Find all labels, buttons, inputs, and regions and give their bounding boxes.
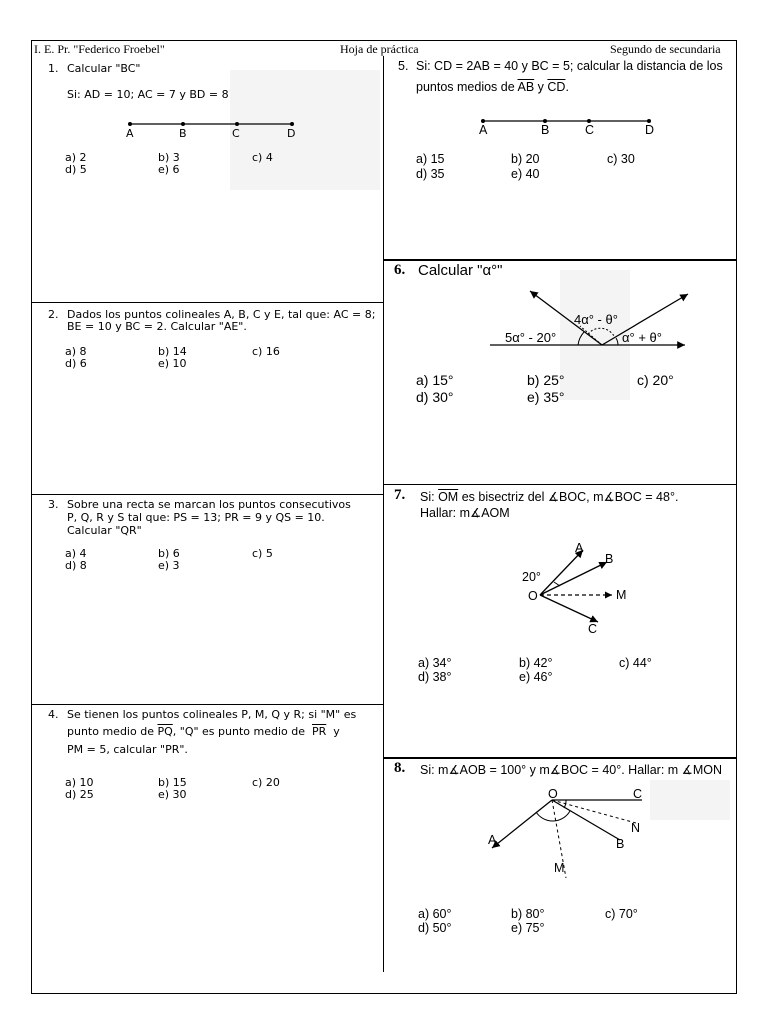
p4-option-c: c) 20 bbox=[252, 776, 280, 789]
p7-number: 7. bbox=[394, 487, 406, 503]
p4-line1: Se tienen los puntos colineales P, M, Q y R; si "M" es bbox=[67, 708, 357, 721]
p8-option-e: e) 75° bbox=[511, 921, 545, 935]
p1-option-c: c) 4 bbox=[252, 151, 273, 164]
p1-point-a: A bbox=[126, 127, 134, 140]
p7-line2: Hallar: m∡AOM bbox=[420, 506, 510, 520]
p8-option-d: d) 50° bbox=[418, 921, 452, 935]
p5-option-a: a) 15 bbox=[416, 152, 445, 166]
p6-label-top: 4α° - θ° bbox=[574, 312, 618, 327]
p2-line1: Dados los puntos colineales A, B, C y E, tal que: AC = 8; bbox=[67, 308, 376, 321]
p7-option-a: a) 34° bbox=[418, 656, 452, 670]
p7-label-m: M bbox=[616, 588, 627, 602]
p8-option-c: c) 70° bbox=[605, 907, 638, 921]
p4-line2-c: y bbox=[333, 725, 340, 738]
p5-line2 bbox=[416, 79, 569, 95]
p1-option-a: a) 2 bbox=[65, 151, 87, 164]
p4-line3: PM = 5, calcular "PR". bbox=[67, 743, 188, 756]
p8-label-c: C bbox=[633, 787, 643, 801]
p5-option-b: b) 20 bbox=[511, 152, 540, 166]
p4-segment-pq: $\overline{PQ}$ bbox=[157, 725, 173, 738]
p1-point-d: D bbox=[287, 127, 296, 140]
p7-line1-a: Si: bbox=[420, 490, 435, 504]
p3-option-c: c) 5 bbox=[252, 547, 273, 560]
p4-number: 4. bbox=[48, 708, 59, 721]
p5-line2-b: y bbox=[537, 80, 544, 94]
p5-number: 5. bbox=[398, 59, 409, 73]
divider-left-2 bbox=[31, 494, 383, 495]
p1-title: Calcular "BC" bbox=[67, 62, 141, 75]
p2-number: 2. bbox=[48, 308, 59, 321]
header-school: I. E. Pr. "Federico Froebel" bbox=[34, 42, 165, 56]
p2-option-a: a) 8 bbox=[65, 345, 87, 358]
p4-line2-b: , "Q" es punto medio de bbox=[172, 725, 305, 738]
p2-option-d: d) 6 bbox=[65, 357, 87, 370]
header-sheet: Hoja de práctica bbox=[340, 42, 419, 56]
p3-line1: Sobre una recta se marcan los puntos consecutivos bbox=[67, 498, 351, 511]
p7-option-d: d) 38° bbox=[418, 670, 452, 684]
divider-right-2 bbox=[383, 484, 736, 485]
p1-number: 1. bbox=[48, 62, 59, 75]
p3-option-a: a) 4 bbox=[65, 547, 87, 560]
p3-line2: P, Q, R y S tal que: PS = 13; PR = 9 y QS = 10. bbox=[67, 511, 325, 524]
p2-line2: BE = 10 y BC = 2. Calcular "AE". bbox=[67, 320, 247, 333]
p5-line2-c: . bbox=[565, 80, 569, 94]
p6-label-right: α° + θ° bbox=[622, 330, 662, 345]
p6-option-d: d) 30° bbox=[416, 389, 454, 405]
p3-line3: Calcular "QR" bbox=[67, 524, 142, 537]
p3-option-e: e) 3 bbox=[158, 559, 180, 572]
divider-right-3 bbox=[383, 757, 736, 759]
p5-option-d: d) 35 bbox=[416, 167, 445, 181]
p5-segment-cd: $\overline{CD}$ bbox=[547, 80, 566, 94]
p5-point-b: B bbox=[541, 123, 550, 137]
divider-left-1 bbox=[31, 302, 383, 303]
p3-option-d: d) 8 bbox=[65, 559, 87, 572]
p7-label-c: C bbox=[588, 622, 598, 636]
p6-option-e: e) 35° bbox=[527, 389, 565, 405]
p5-line1: Si: CD = 2AB = 40 y BC = 5; calcular la distancia de los bbox=[416, 59, 723, 73]
p7-option-b: b) 42° bbox=[519, 656, 553, 670]
p7-label-angle: 20° bbox=[522, 570, 541, 584]
p5-line2-a: puntos medios de bbox=[416, 80, 515, 94]
p8-angle-diagram bbox=[480, 790, 660, 885]
p5-point-a: A bbox=[479, 123, 488, 137]
p8-line1: Si: m∡AOB = 100° y m∡BOC = 40°. Hallar: m ∡MON bbox=[420, 763, 723, 777]
p1-point-c: C bbox=[232, 127, 240, 140]
p7-line1-b: es bisectriz del ∡BOC, m∡BOC = 48°. bbox=[461, 490, 679, 504]
p4-option-d: d) 25 bbox=[65, 788, 94, 801]
p7-label-o: O bbox=[528, 589, 538, 603]
p7-option-c: c) 44° bbox=[619, 656, 652, 670]
p1-given: Si: AD = 10; AC = 7 y BD = 8 bbox=[67, 88, 229, 101]
p4-option-e: e) 30 bbox=[158, 788, 187, 801]
p7-option-e: e) 46° bbox=[519, 670, 553, 684]
p5-option-c: c) 30 bbox=[607, 152, 635, 166]
p7-label-b: B bbox=[605, 552, 614, 566]
p8-number: 8. bbox=[394, 760, 406, 776]
p1-option-d: d) 5 bbox=[65, 163, 87, 176]
p8-label-a: A bbox=[488, 833, 497, 847]
p1-option-b: b) 3 bbox=[158, 151, 180, 164]
p5-segment-ab: $\overline{AB}$ bbox=[517, 80, 535, 94]
p8-label-n: N bbox=[631, 821, 641, 835]
p6-number: 6. bbox=[394, 262, 406, 278]
p8-label-b: B bbox=[616, 837, 625, 851]
p1-segment-diagram bbox=[120, 118, 310, 142]
p3-number: 3. bbox=[48, 498, 59, 511]
p5-point-d: D bbox=[645, 123, 655, 137]
p2-option-e: e) 10 bbox=[158, 357, 187, 370]
p8-option-b: b) 80° bbox=[511, 907, 545, 921]
p1-option-e: e) 6 bbox=[158, 163, 180, 176]
column-divider bbox=[383, 56, 384, 972]
p5-point-c: C bbox=[585, 123, 595, 137]
p7-line1 bbox=[420, 489, 678, 505]
p1-point-b: B bbox=[179, 127, 187, 140]
p2-option-c: c) 16 bbox=[252, 345, 280, 358]
p6-title: Calcular "α°" bbox=[418, 262, 503, 279]
p6-option-c: c) 20° bbox=[637, 372, 674, 388]
p8-option-a: a) 60° bbox=[418, 907, 452, 921]
p6-label-left: 5α° - 20° bbox=[505, 330, 557, 345]
p8-label-o: O bbox=[548, 787, 558, 801]
p4-option-b: b) 15 bbox=[158, 776, 187, 789]
p4-line2 bbox=[67, 725, 340, 739]
divider-left-3 bbox=[31, 704, 383, 705]
p4-option-a: a) 10 bbox=[65, 776, 94, 789]
divider-right-1 bbox=[383, 259, 736, 261]
header-grade: Segundo de secundaria bbox=[610, 42, 721, 56]
p4-segment-pr: $\overline{PR}$ bbox=[312, 725, 327, 738]
p2-option-b: b) 14 bbox=[158, 345, 187, 358]
p6-option-b: b) 25° bbox=[527, 372, 565, 388]
p8-label-m: M bbox=[554, 861, 565, 875]
p6-option-a: a) 15° bbox=[416, 372, 454, 388]
p7-label-a: A bbox=[575, 541, 584, 555]
p7-vector-om: $\overline{OM}$ bbox=[438, 490, 459, 504]
p3-option-b: b) 6 bbox=[158, 547, 180, 560]
p4-line2-a: punto medio de bbox=[67, 725, 154, 738]
p5-segment-diagram bbox=[475, 115, 660, 135]
p5-option-e: e) 40 bbox=[511, 167, 540, 181]
